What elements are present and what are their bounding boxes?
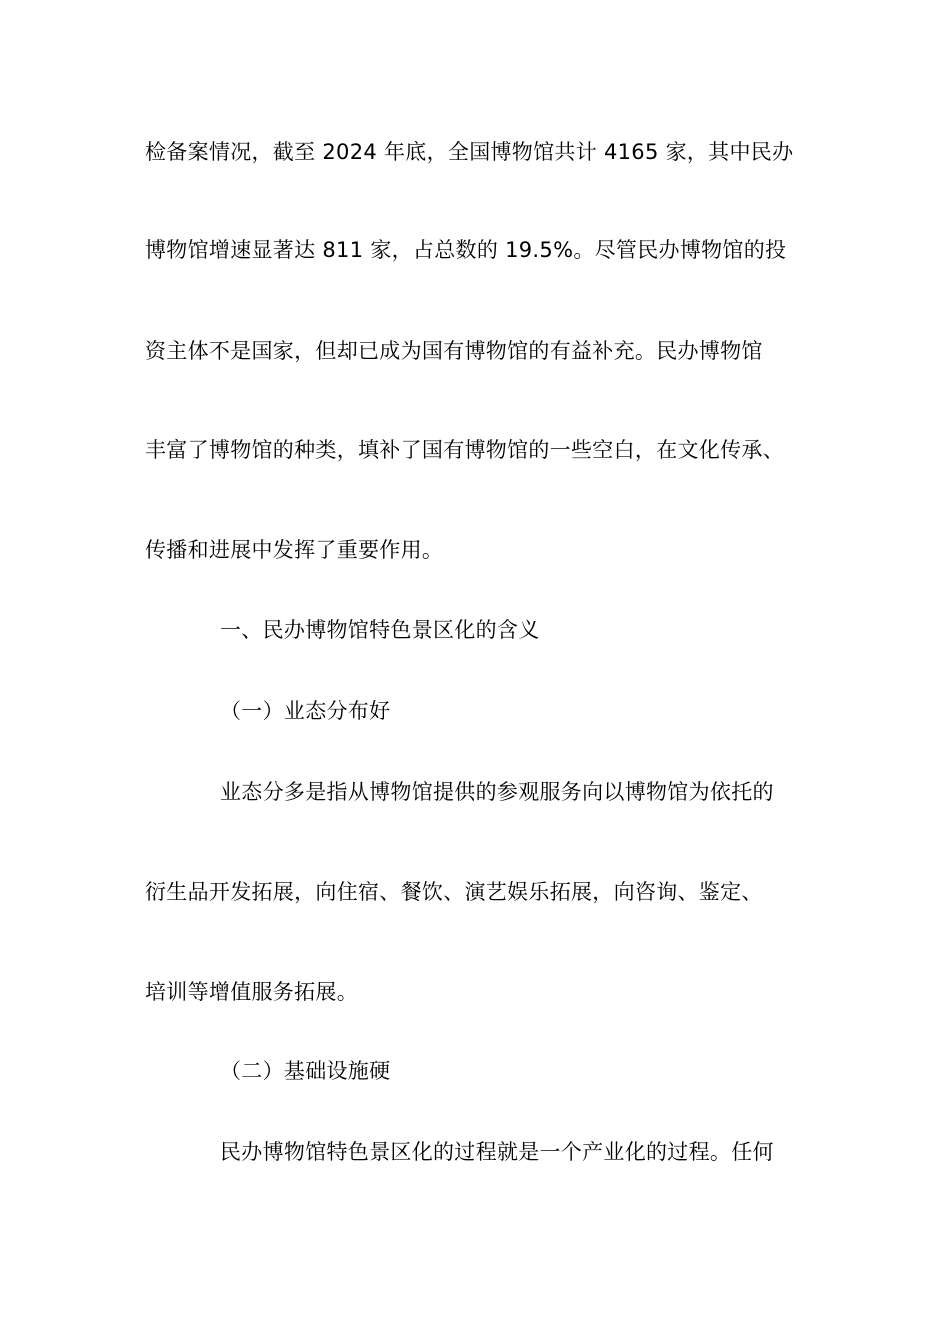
paragraph-1-line-3: 资主体不是国家，但却已成为国有博物馆的有益补充。民办博物馆 — [145, 339, 763, 363]
paragraph-3-line-1: 民办博物馆特色景区化的过程就是一个产业化的过程。任何 — [220, 1140, 774, 1164]
subsection-heading-1: （一）业态分布好 — [220, 699, 391, 723]
section-heading: 一、民办博物馆特色景区化的含义 — [220, 618, 540, 642]
paragraph-2-line-3: 培训等增值服务拓展。 — [145, 980, 358, 1004]
paragraph-1-line-2: 博物馆增速显著达 811 家，占总数的 19.5%。尽管民办博物馆的投 — [145, 238, 787, 262]
paragraph-2-line-1: 业态分多是指从博物馆提供的参观服务向以博物馆为依托的 — [220, 780, 774, 804]
paragraph-1-line-1: 检备案情况，截至 2024 年底，全国博物馆共计 4165 家，其中民办 — [145, 140, 794, 164]
paragraph-2-line-2: 衍生品开发拓展，向住宿、餐饮、演艺娱乐拓展，向咨询、鉴定、 — [145, 880, 763, 904]
subsection-heading-2: （二）基础设施硬 — [220, 1059, 391, 1083]
paragraph-1-line-4: 丰富了博物馆的种类，填补了国有博物馆的一些空白，在文化传承、 — [145, 438, 784, 462]
paragraph-1-line-5: 传播和进展中发挥了重要作用。 — [145, 538, 444, 562]
